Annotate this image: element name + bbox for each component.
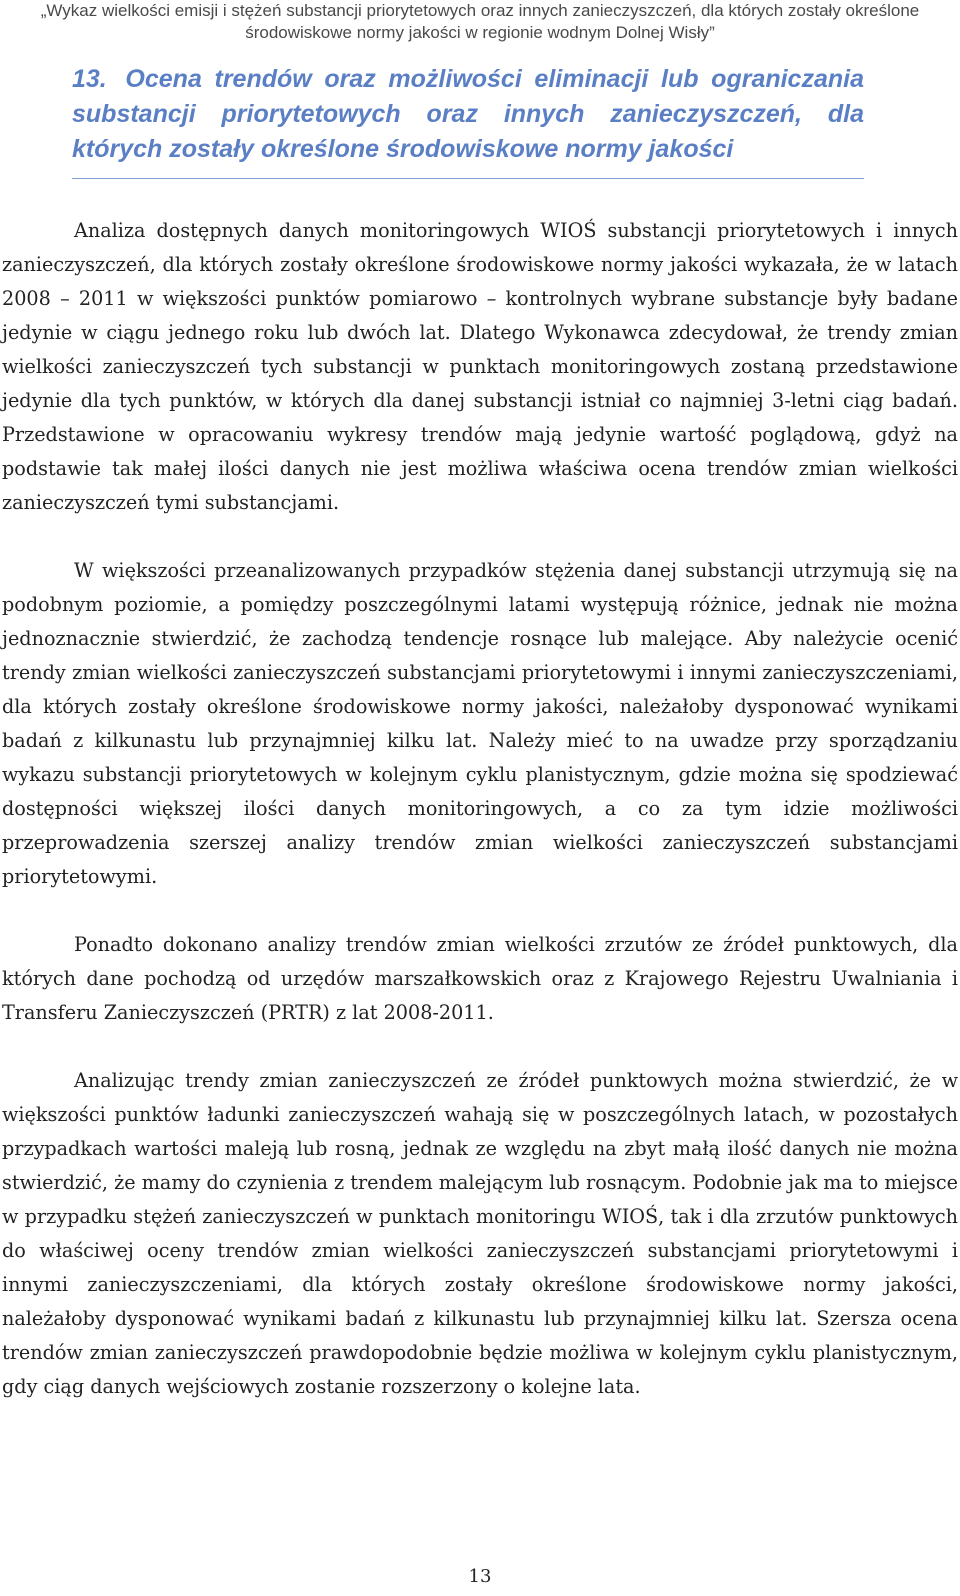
body-text [2, 214, 958, 1404]
paragraph-2: W większości przeanalizowanych przypadków stężenia danej substancji utrzymują się na podobnym poziomie, a pomiędzy poszczególnymi latami występują różnice, jednak nie można jednoznacznie stwierdzić, że zachodzą tendencje rosnące lub malejące. Aby należycie ocenić trendy zmian wielkości zanieczyszczeń substancjami priorytetowymi i innymi zanieczyszczeniami, dla których zostały określone środowiskowe normy jakości, należałoby dysponować wynikami badań z kilkunastu lub przynajmniej kilku lat. Należy mieć to na uwadze przy sporządzaniu wykazu substancji priorytetowych w kolejnym cyklu planistycznym, gdzie można się spodziewać dostępności większej ilości danych monitoringowych, a co za tym idzie możliwości przeprowadzenia szerszej analizy trendów zmian wielkości zanieczyszczeń substancjami priorytetowymi. [2, 559, 958, 888]
running-header [0, 0, 960, 44]
paragraph-3: Ponadto dokonano analizy trendów zmian wielkości zrzutów ze źródeł punktowych, dla których dane pochodzą od urzędów marszałkowskich oraz z Krajowego Rejestru Uwalniania i Transferu Zanieczyszczeń (PRTR) z lat 2008-2011. [2, 933, 958, 1024]
paragraph-1: Analiza dostępnych danych monitoringowych WIOŚ substancji priorytetowych i innych zanieczyszczeń, dla których zostały określone środowiskowe normy jakości wykazała, że w latach 2008 – 2011 w większości punktów pomiarowo – kontrolnych wybrane substancje były badane jedynie w ciągu jednego roku lub dwóch lat. Dlatego Wykonawca zdecydował, że trendy zmian wielkości zanieczyszczeń tych substancji w punktach monitoringowych zostaną przedstawione jedynie dla tych punktów, w których dla danej substancji istniał co najmniej 3-letni ciąg badań. Przedstawione w opracowaniu wykresy trendów mają jedynie wartość poglądową, gdyż na podstawie tak małej ilości danych nie jest możliwa właściwa ocena trendów zmian wielkości zanieczyszczeń tymi substancjami. [2, 219, 958, 514]
paragraph-4: Analizując trendy zmian zanieczyszczeń ze źródeł punktowych można stwierdzić, że w większości punktów ładunki zanieczyszczeń wahają się w poszczególnych latach, w pozostałych przypadkach wartości maleją lub rosną, jednak ze względu na zbyt małą ilość danych nie można stwierdzić, że mamy do czynienia z trendem malejącym lub rosnącym. Podobnie jak ma to miejsce w przypadku stężeń zanieczyszczeń w punktach monitoringu WIOŚ, tak i dla zrzutów punktowych do właściwej oceny trendów zmian wielkości zanieczyszczeń substancjami priorytetowymi i innymi zanieczyszczeniami, dla których zostały określone środowiskowe normy jakości, należałoby dysponować wynikami badań z kilkunastu lub przynajmniej kilku lat. Szersza ocena trendów zmian zanieczyszczeń prawdopodobnie będzie możliwa w kolejnym cyklu planistycznym, gdy ciąg danych wejściowych zostanie rozszerzony o kolejne lata. [2, 1069, 958, 1398]
section-title: Ocena trendów oraz możliwości eliminacji lub ograniczania substancji priorytetowych oraz innych zanieczyszczeń, dla których zostały określone środowiskowe normy jakości [72, 65, 864, 163]
running-header-line-2: środowiskowe normy jakości w regionie wodnym Dolnej Wisły” [245, 23, 715, 42]
page-number: 13 [468, 1566, 492, 1587]
running-header-line-1: „Wykaz wielkości emisji i stężeń substancji priorytetowych oraz innych zanieczyszczeń, dla których zostały określone [40, 1, 920, 20]
heading-underline [72, 178, 864, 179]
section-heading [72, 62, 864, 167]
section-number: 13. [72, 65, 107, 93]
